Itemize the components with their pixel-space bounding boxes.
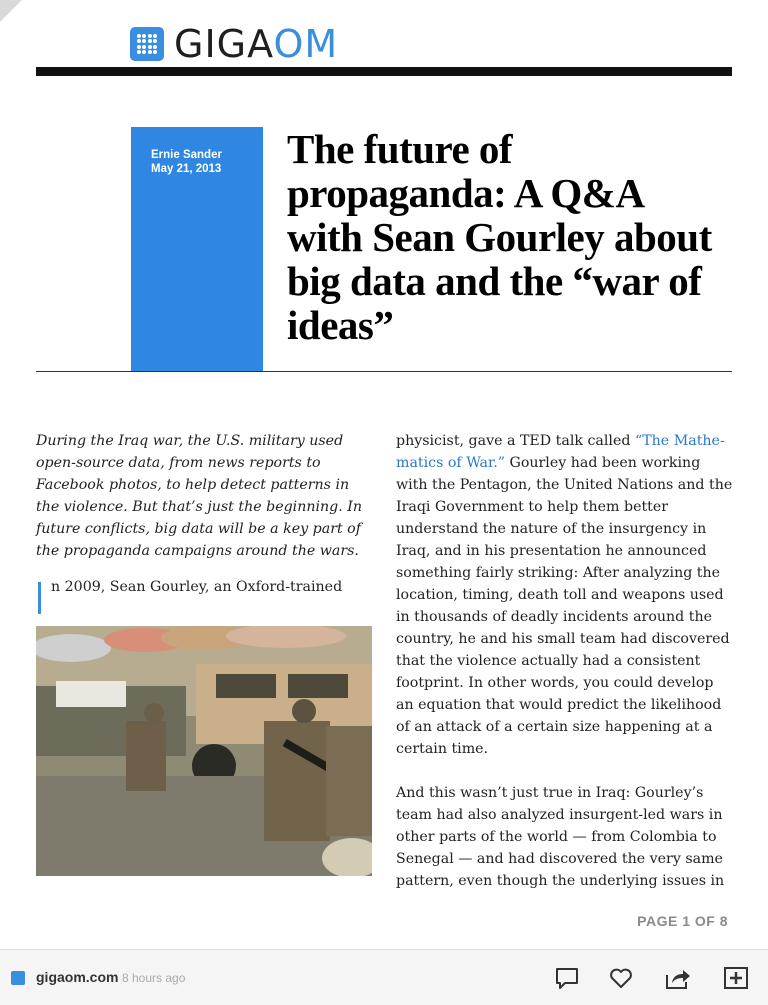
article-lead: [36, 576, 372, 598]
logo-text-part1: GIGA: [174, 22, 274, 66]
post-time: 8 hours ago: [122, 971, 186, 985]
article-paragraph-1: [396, 430, 734, 760]
source-logo-icon: [11, 971, 25, 985]
heart-icon[interactable]: [606, 963, 636, 993]
byline: [151, 148, 222, 176]
logo-wordmark: [174, 22, 339, 66]
gigaom-logo-icon: [130, 27, 164, 61]
header-rule: [36, 67, 732, 76]
paragraph-text: Gourley had been working with the Pentagon, the United Nations and the Iraqi Government to help them better understand the nature of the insurgency in Iraq, and in his presentation he announced something fairly striking: After analyzing the location, timing, death toll and weapons used in thousands of deadly incidents around the country, he and his small team had discovered that the violence actually had a consistent footprint. In other words, you could develop an equation that would predict the likelihood of an attack of a certain size happening at a certain time.: [396, 455, 733, 757]
source-name[interactable]: gigaom.com: [36, 969, 119, 985]
add-icon[interactable]: [721, 963, 751, 993]
ted-talk-link[interactable]: “The Mathematics of War.”: [396, 433, 725, 471]
page-indicator: PAGE 1 OF 8: [637, 913, 728, 929]
headline-rule: [36, 371, 732, 372]
drop-cap-bar: [38, 582, 41, 614]
byline-box: [131, 127, 263, 372]
share-icon[interactable]: [663, 963, 693, 993]
article-column-right: [396, 430, 734, 892]
article-column-left: [36, 430, 372, 598]
article-headline: The future of propaganda: A Q&A with Sean Gourley about big data and the “war of ideas”: [287, 126, 712, 348]
paragraph-text: physicist, gave a TED talk called: [396, 433, 635, 449]
page-curl-corner[interactable]: [0, 0, 22, 22]
logo-text-part2: OM: [273, 22, 339, 66]
author-name: Ernie Sander: [151, 149, 222, 161]
article-dek: During the Iraq war, the U.S. military used open-source data, from news reports to Facebook photos, to help detect patterns in the violence. But that’s just the beginning. In future conflicts, big data will be a key part of the propaganda campaigns around the wars.: [36, 433, 363, 559]
comment-icon[interactable]: [552, 963, 582, 993]
publish-date: May 21, 2013: [151, 163, 222, 175]
lead-text: n 2009, Sean Gourley, an Oxford-trained: [51, 579, 343, 595]
footer-bar: [0, 949, 768, 1005]
article-paragraph-2: And this wasn’t just true in Iraq: Gourley’s team had also analyzed insurgent-led wars in other parts of the world — from Colombia to Senegal — and had discovered the very same pattern, even though the underlying issues in: [396, 785, 725, 889]
article-photo[interactable]: [36, 626, 372, 876]
soldiers-photo-image: [36, 626, 372, 876]
site-logo: [130, 24, 338, 64]
